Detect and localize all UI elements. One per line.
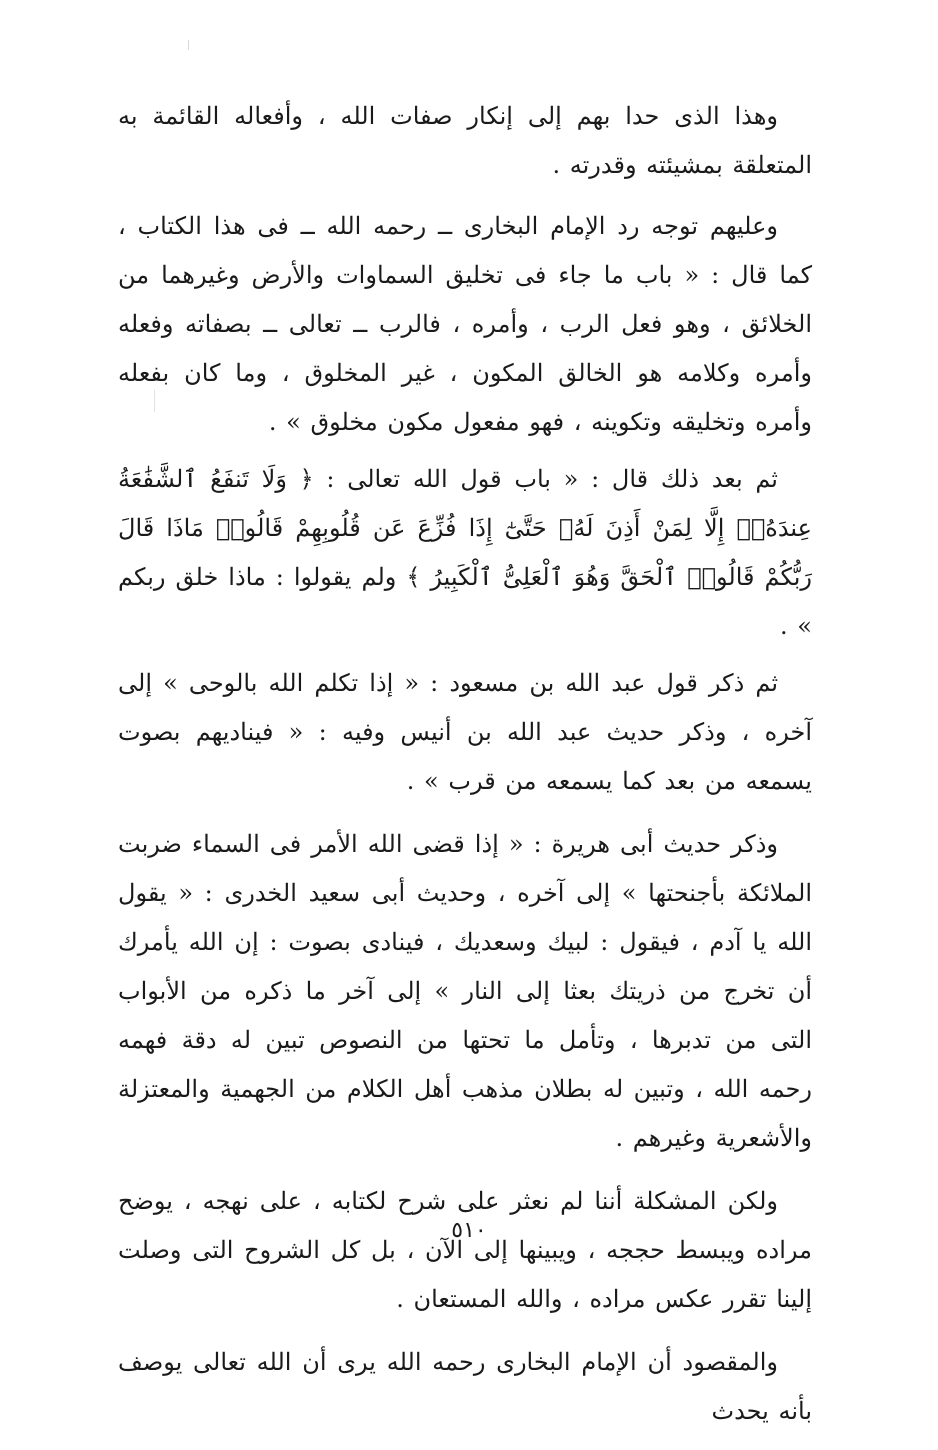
paragraph-3-quran-quote: ثم بعد ذلك قال : « باب قول الله تعالى : ﴿ وَلَا تَنفَعُ ٱلشَّفَٰعَةُ عِندَهُۥٓ إِلَّا لِمَنْ أَذِنَ لَهُۥ حَتَّىٰٓ إِذَا فُزِّعَ عَن قُلُوبِهِمْ قَالُوا۟ مَاذَا قَالَ رَبُّكُمْ قَالُوا۟ ٱلْحَقَّ وَهُوَ ٱلْعَلِىُّ ٱلْكَبِيرُ ﴾ ولم يقولوا : ماذا خلق ربكم » . — [118, 465, 812, 640]
paragraph-2: وعليهم توجه رد الإمام البخارى ــ رحمه الله ــ فى هذا الكتاب ، كما قال : « باب ما جاء فى تخليق السماوات والأرض وغيرهما من الخلائق ، وهو فعل الرب ، وأمره ، فالرب ــ تعالى ــ بصفاته وفعله وأمره وكلامه هو الخالق المكون ، غير المخلوق ، وما كان بفعله وأمره وتخليقه وتكوينه ، فهو مفعول مكون مخلوق » . — [118, 212, 812, 436]
paragraph-5: وذكر حديث أبى هريرة : « إذا قضى الله الأمر فى السماء ضربت الملائكة بأجنحتها » إلى آخره ، وحديث أبى سعيد الخدرى : « يقول الله يا آدم ، فيقول : لبيك وسعديك ، فينادى بصوت : إن الله يأمرك أن تخرج من ذريتك بعثا إلى النار » إلى آخر ما ذكره من الأبواب التى من تدبرها ، وتأمل ما تحتها من النصوص تبين له دقة فهمه رحمه الله ، وتبين له بطلان مذهب أهل الكلام من الجهمية والمعتزلة والأشعرية وغيرهم . — [118, 830, 812, 1152]
page-body — [118, 92, 812, 1450]
page-number: ٥١٠ — [451, 1218, 487, 1243]
paragraph-6: ولكن المشكلة أننا لم نعثر على شرح لكتابه ، على نهجه ، يوضح مراده ويبسط حججه ، ويبينها إلى الآن ، بل كل الشروح التى وصلت إلينا تقرر عكس مراده ، والله المستعان . — [118, 1187, 812, 1313]
paragraph-1: وهذا الذى حدا بهم إلى إنكار صفات الله ، وأفعاله القائمة به المتعلقة بمشيئته وقدرته . — [118, 102, 812, 179]
scan-mark — [188, 40, 189, 50]
paragraph-4: ثم ذكر قول عبد الله بن مسعود : « إذا تكلم الله بالوحى » إلى آخره ، وذكر حديث عبد الله بن أنيس وفيه : « فيناديهم بصوت يسمعه من بعد كما يسمعه من قرب » . — [118, 669, 812, 795]
paragraph-7: والمقصود أن الإمام البخارى رحمه الله يرى أن الله تعالى يوصف بأنه يحدث — [118, 1348, 812, 1425]
